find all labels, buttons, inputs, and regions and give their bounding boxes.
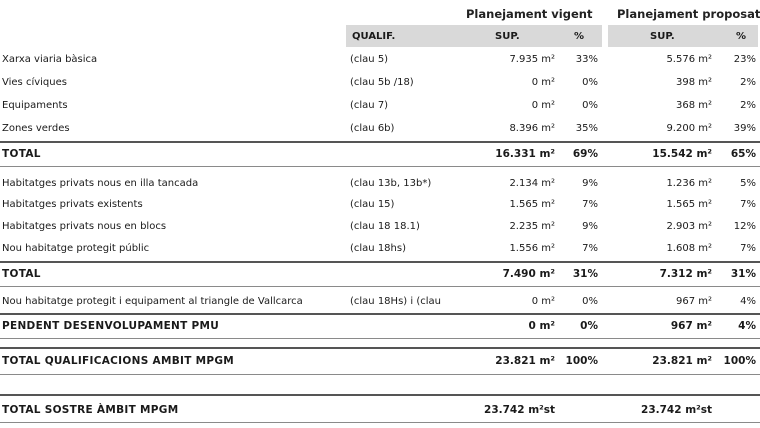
divider [0, 422, 760, 423]
row-pct-vigent: 0% [580, 320, 598, 332]
column-header-sup-vigent: SUP. [495, 31, 520, 42]
row-sup-proposat: 967 m² [670, 320, 712, 332]
divider [0, 313, 760, 315]
row-pct-vigent: 0% [582, 296, 598, 307]
row-qualif: (clau 6b) [350, 123, 395, 134]
table-row-total-2 [0, 264, 760, 284]
row-sup-vigent: 16.331 m² [495, 148, 555, 160]
row-pct-proposat: 7% [740, 243, 756, 254]
table-row-pendent-pmu [0, 316, 760, 336]
row-sup-proposat: 1.565 m² [666, 199, 712, 210]
row-label: Habitatges privats nous en illa tancada [2, 178, 199, 189]
row-sup-proposat: 15.542 m² [652, 148, 712, 160]
row-pct-proposat: 4% [738, 320, 756, 332]
divider [0, 286, 760, 287]
row-pct-proposat: 65% [730, 148, 756, 160]
table-row-protegit-public [0, 239, 760, 259]
table-row-zones-verdes [0, 119, 760, 139]
row-pct-vigent: 7% [582, 199, 598, 210]
row-sup-proposat: 2.903 m² [666, 221, 712, 232]
row-sup-proposat: 398 m² [675, 77, 712, 88]
row-qualif: (clau 13b, 13b*) [350, 178, 432, 189]
divider [0, 261, 760, 263]
table-row-equipaments [0, 96, 760, 116]
row-pct-vigent: 33% [575, 54, 598, 65]
row-label: TOTAL SOSTRE ÀMBIT MPGM [2, 404, 179, 416]
row-label: Habitatges privats nous en blocs [2, 221, 167, 232]
group-header-planejament-proposat: Planejament proposat [617, 7, 760, 21]
row-pct-proposat: 12% [733, 221, 756, 232]
row-pct-proposat: 4% [740, 296, 756, 307]
row-qualif: (clau 7) [350, 100, 389, 111]
group-header-planejament-vigent: Planejament vigent [466, 7, 593, 21]
row-sup-vigent: 0 m² [528, 320, 555, 332]
row-label: TOTAL [2, 268, 41, 280]
row-pct-vigent: 0% [582, 100, 598, 111]
row-label: Habitatges privats existents [2, 199, 143, 210]
row-label: Equipaments [2, 100, 68, 111]
row-sup-proposat: 967 m² [675, 296, 712, 307]
row-qualif: (clau 18 18.1) [350, 221, 420, 232]
row-sup-vigent: 0 m² [531, 100, 555, 111]
row-sup-vigent: 8.396 m² [509, 123, 555, 134]
row-pct-vigent: 69% [572, 148, 598, 160]
row-pct-proposat: 100% [723, 355, 756, 367]
divider [0, 166, 760, 167]
row-pct-proposat: 31% [730, 268, 756, 280]
row-pct-proposat: 23% [733, 54, 756, 65]
row-label: Nou habitatge protegit i equipament al triangle de Vallcarca [2, 296, 303, 307]
row-sup-vigent: 23.821 m² [495, 355, 555, 367]
column-header-pct-proposat: % [736, 31, 747, 42]
row-pct-vigent: 35% [575, 123, 598, 134]
table-row-vies-civiques [0, 73, 760, 93]
table-row-total-qualificacions [0, 351, 760, 371]
row-sup-vigent: 1.565 m² [509, 199, 555, 210]
table-row-xarxa-viaria [0, 50, 760, 70]
row-sup-vigent: 2.235 m² [509, 221, 555, 232]
row-sup-proposat: 1.608 m² [666, 243, 712, 254]
table-row-privats-existents [0, 195, 760, 215]
row-label: Nou habitatge protegit públic [2, 243, 150, 254]
row-pct-vigent: 9% [582, 221, 598, 232]
row-sup-proposat: 5.576 m² [666, 54, 712, 65]
row-pct-vigent: 100% [565, 355, 598, 367]
row-sup-proposat: 23.821 m² [652, 355, 712, 367]
row-pct-vigent: 0% [582, 77, 598, 88]
row-label: TOTAL [2, 148, 41, 160]
row-qualif: (clau 15) [350, 199, 395, 210]
table-row-total-1 [0, 144, 760, 164]
row-sup-vigent: 0 m² [531, 296, 555, 307]
row-label: Vies cíviques [2, 77, 67, 88]
column-header-sup-proposat: SUP. [650, 31, 675, 42]
row-sup-proposat: 1.236 m² [666, 178, 712, 189]
row-pct-proposat: 2% [740, 100, 756, 111]
divider [0, 374, 760, 375]
row-label: TOTAL QUALIFICACIONS AMBIT MPGM [2, 355, 235, 367]
row-pct-proposat: 2% [740, 77, 756, 88]
row-sup-proposat: 23.742 m²st [641, 404, 712, 416]
row-sup-vigent: 23.742 m²st [484, 404, 555, 416]
row-qualif: (clau 18hs) [350, 243, 406, 254]
row-pct-vigent: 7% [582, 243, 598, 254]
row-qualif: (clau 18Hs) i (clau [350, 296, 441, 307]
row-sup-proposat: 7.312 m² [659, 268, 712, 280]
row-sup-proposat: 9.200 m² [666, 123, 712, 134]
table-row-illa-tancada [0, 174, 760, 194]
row-sup-vigent: 1.556 m² [509, 243, 555, 254]
row-pct-proposat: 39% [733, 123, 756, 134]
row-sup-vigent: 0 m² [531, 77, 555, 88]
row-pct-proposat: 7% [740, 199, 756, 210]
row-sup-proposat: 368 m² [675, 100, 712, 111]
divider [0, 141, 760, 143]
row-pct-vigent: 9% [582, 178, 598, 189]
table-row-privats-blocs [0, 217, 760, 237]
row-qualif: (clau 5b /18) [350, 77, 414, 88]
table-row-triangle-vallcarca [0, 292, 760, 312]
column-header-pct-vigent: % [574, 31, 585, 42]
column-header-qualif: QUALIF. [352, 31, 396, 42]
row-sup-vigent: 7.935 m² [509, 54, 555, 65]
row-qualif: (clau 5) [350, 54, 389, 65]
divider [0, 394, 760, 396]
row-sup-vigent: 2.134 m² [509, 178, 555, 189]
row-sup-vigent: 7.490 m² [502, 268, 555, 280]
divider [0, 338, 760, 339]
row-pct-proposat: 5% [740, 178, 756, 189]
row-label: Zones verdes [2, 123, 70, 134]
row-label: Xarxa viaria bàsica [2, 54, 98, 65]
row-label: PENDENT DESENVOLUPAMENT PMU [2, 320, 220, 332]
table-row-total-sostre [0, 400, 760, 420]
divider [0, 347, 760, 349]
row-pct-vigent: 31% [572, 268, 598, 280]
